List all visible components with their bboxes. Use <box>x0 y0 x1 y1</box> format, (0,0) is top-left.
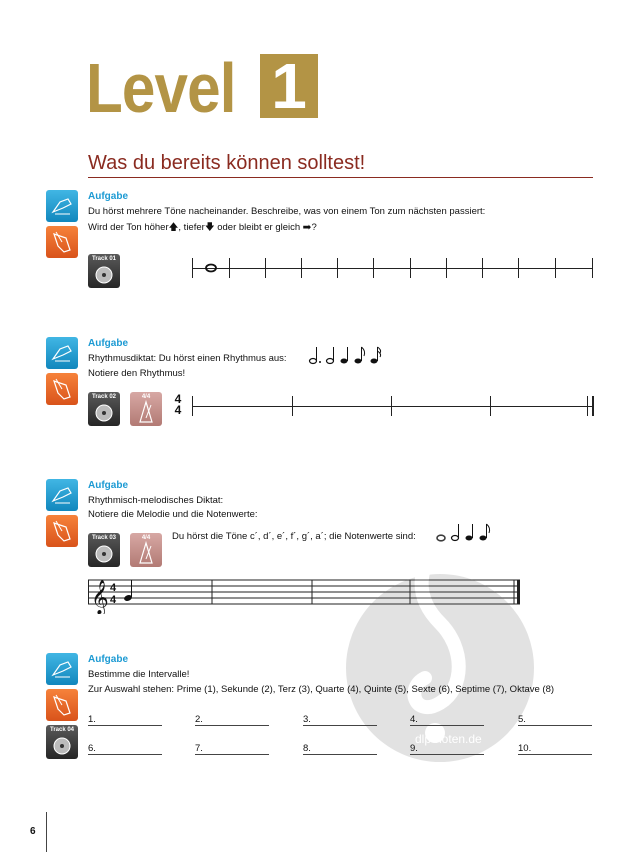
answer-line[interactable] <box>88 754 162 755</box>
answer-label: 4. <box>410 714 418 725</box>
task-1-line-1: Du hörst mehrere Töne nacheinander. Beschreibe, was von einem Ton zum nächsten passiert: <box>88 206 486 217</box>
answer-label: 8. <box>303 743 311 754</box>
task-4-line-2: Zur Auswahl stehen: Prime (1), Sekunde (2), Terz (3), Quarte (4), Quinte (5), Sexte (6), Septime (7), Oktave (8) <box>88 684 555 695</box>
answer-line[interactable] <box>410 725 484 726</box>
task-2-label: Aufgabe <box>88 338 128 349</box>
arrow-down-icon: 🡇 <box>204 222 215 233</box>
task-3-line-3: Du hörst die Töne c´, d´, e´, f´, g´, a´; die Notenwerte sind: <box>172 531 416 542</box>
tick <box>292 396 293 416</box>
level-word: Level <box>86 49 236 127</box>
whole-note-icon <box>204 262 218 274</box>
subtitle: Was du bereits können solltest! <box>88 152 366 174</box>
answer-label: 9. <box>410 743 418 754</box>
tick <box>587 396 588 416</box>
answer-label: 10. <box>518 743 532 754</box>
task-3-label: Aufgabe <box>88 480 128 491</box>
answer-label: 2. <box>195 714 203 725</box>
tick <box>410 258 411 278</box>
listen-icon <box>46 190 78 222</box>
write-icon <box>46 515 78 547</box>
task-3-line-2: Notiere die Melodie und die Notenwerte: <box>88 509 258 520</box>
task-4-label: Aufgabe <box>88 654 128 665</box>
track-02-icon[interactable]: Track 02 <box>88 392 120 426</box>
answer-line[interactable] <box>88 725 162 726</box>
svg-text:4: 4 <box>110 582 117 594</box>
subtitle-rule <box>88 177 593 178</box>
answer-line[interactable] <box>195 725 269 726</box>
arrow-up-icon: 🡅 <box>168 222 179 233</box>
listen-icon <box>46 479 78 511</box>
treble-clef-icon: 𝄞 <box>91 580 109 614</box>
tick <box>229 258 230 278</box>
tick <box>192 396 193 416</box>
page-rule <box>46 812 47 852</box>
svg-text:4: 4 <box>110 594 117 606</box>
write-icon <box>46 373 78 405</box>
answer-line[interactable] <box>518 754 592 755</box>
answer-label: 7. <box>195 743 203 754</box>
tick <box>555 258 556 278</box>
tick <box>192 258 193 278</box>
answer-line[interactable] <box>303 754 377 755</box>
tick <box>373 258 374 278</box>
listen-icon <box>46 337 78 369</box>
page-number: 6 <box>30 826 36 837</box>
write-icon <box>46 689 78 721</box>
task-4-line-1: Bestimme die Intervalle! <box>88 669 190 680</box>
metronome-icon[interactable]: 4/4 <box>130 392 162 426</box>
watermark-logo <box>345 528 535 764</box>
time-signature: 4 4 <box>174 392 182 417</box>
tick <box>490 396 491 416</box>
arrow-right-icon: ➡ <box>302 222 312 233</box>
task-2-line-1: Rhythmusdiktat: Du hörst einen Rhythmus aus: <box>88 353 287 364</box>
answer-label: 3. <box>303 714 311 725</box>
task-1-line-2: Wird der Ton höher🡅, tiefer🡇 oder bleibt er gleich ➡? <box>88 222 317 233</box>
answer-line[interactable] <box>518 725 592 726</box>
answer-label: 6. <box>88 743 96 754</box>
answer-line[interactable] <box>195 754 269 755</box>
answer-line[interactable] <box>303 725 377 726</box>
tick <box>518 258 519 278</box>
track-04-icon[interactable]: Track 04 <box>46 725 78 759</box>
tick <box>265 258 266 278</box>
listen-icon <box>46 653 78 685</box>
task-2-line <box>192 406 593 407</box>
task-1-line <box>192 268 593 269</box>
answer-line[interactable] <box>410 754 484 755</box>
track-01-icon[interactable]: Track 01 <box>88 254 120 288</box>
tick <box>592 258 593 278</box>
level-number: 1 <box>260 54 318 118</box>
tick <box>301 258 302 278</box>
track-03-icon[interactable]: Track 03 <box>88 533 120 567</box>
tick <box>482 258 483 278</box>
answer-label: 1. <box>88 714 96 725</box>
task-2-line-2: Notiere den Rhythmus! <box>88 368 186 379</box>
tick <box>391 396 392 416</box>
task-3-line-1: Rhythmisch-melodisches Diktat: <box>88 495 224 506</box>
tick <box>337 258 338 278</box>
metronome-icon[interactable]: 4/4 <box>130 533 162 567</box>
answer-label: 5. <box>518 714 526 725</box>
level-title <box>86 49 307 127</box>
write-icon <box>46 226 78 258</box>
rhythm-notes-icon <box>308 344 386 366</box>
task-1-label: Aufgabe <box>88 191 128 202</box>
end-barline <box>592 396 594 416</box>
tick <box>446 258 447 278</box>
svg-text:dlp-noten.de: dlp-noten.de <box>415 732 482 746</box>
